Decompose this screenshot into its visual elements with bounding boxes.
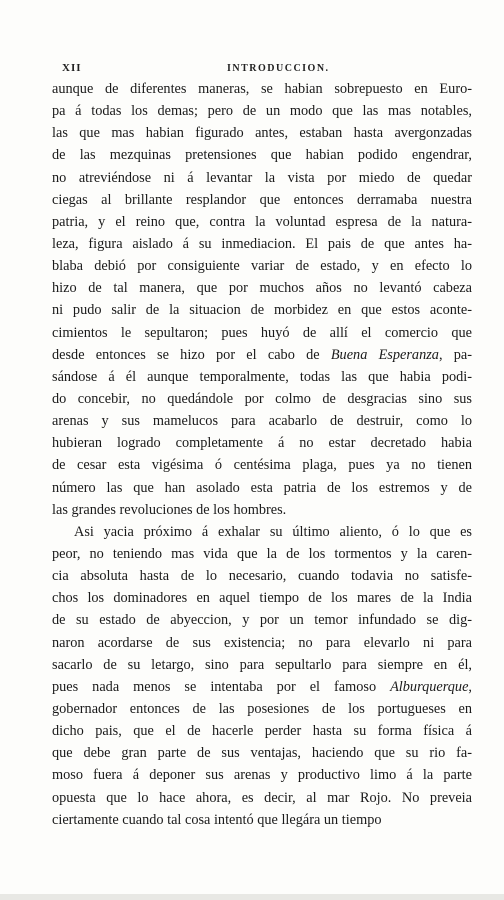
text-line: moso fuera á deponer sus arenas y productivo limo á la parte xyxy=(52,767,472,784)
text-line: cia absoluta hasta de lo necesario, cuando todavia no satisfe- xyxy=(52,568,472,585)
paragraph-1 xyxy=(52,78,472,521)
text-line: naron acordarse de sus existencia; no para elevarlo ni para xyxy=(52,634,472,651)
text-line: leza, figura aislado á su inmediacion. El pais de que antes ha- xyxy=(52,235,472,252)
text-line: pues nada menos se intentaba por el famoso Alburquerque, xyxy=(52,678,472,695)
page-number: XII xyxy=(62,62,82,74)
text-line: ciegas al brillante resplandor que entonces derramaba nuestra xyxy=(52,191,472,208)
text-line: sándose á él aunque temporalmente, todas las que habia podi- xyxy=(52,368,472,385)
text-line: ciertamente cuando tal cosa intentó que llegára un tiempo xyxy=(52,811,382,828)
italic-name: Alburquerque xyxy=(390,678,469,695)
text-line: peor, no teniendo mas vida que la de los tormentos y la caren- xyxy=(52,545,472,562)
paragraph-2 xyxy=(52,521,472,831)
text-line: de cesar esta vigésima ó centésima plaga, pues ya no tienen xyxy=(52,457,472,474)
text-line: las que mas habian figurado antes, estaban hasta avergonzadas xyxy=(52,125,472,142)
text-line: arenas y sus mamelucos para acabarlo de destruir, como lo xyxy=(52,413,472,430)
text-line: pa á todas los demas; pero de un modo que las mas notables, xyxy=(52,103,472,120)
text-line: ni pudo salir de la situacion de morbidez en que estos aconte- xyxy=(52,302,472,319)
text-line: sacarlo de su letargo, sino para sepultarlo para siempre en él, xyxy=(52,656,472,673)
page-header xyxy=(62,62,464,78)
text-line: do concebir, no quedándole por colmo de desgracias sino sus xyxy=(52,390,472,407)
text-line: que debe gran parte de sus ventajas, haciendo que su rio fa- xyxy=(52,745,472,762)
text-line: blaba debió por consiguiente variar de estado, y en efecto lo xyxy=(52,258,472,275)
text-line: aunque de diferentes maneras, se habian sobrepuesto en Euro- xyxy=(52,81,472,97)
page-bottom-edge xyxy=(0,894,504,900)
body-text xyxy=(52,78,472,831)
text-line: dicho pais, que el de hacerle perder hasta su forma física á xyxy=(52,723,472,740)
text-line: Asi yacia próximo á exhalar su último aliento, ó lo que es xyxy=(74,523,472,540)
text-line: hubieran logrado completamente á no estar decretado habia xyxy=(52,435,472,452)
text-line: gobernador entonces de las posesiones de los portugueses en xyxy=(52,700,472,717)
running-head: INTRODUCCION. xyxy=(227,63,330,74)
italic-name: Buena Esperanza xyxy=(330,346,439,363)
text-line: patria, y el reino que, contra la voluntad espresa de la natura- xyxy=(52,213,472,230)
text-line: chos los dominadores en aquel tiempo de los mares de la India xyxy=(52,590,472,607)
text-line: desde entonces se hizo por el cabo de Buena Esperanza, pa- xyxy=(52,346,472,363)
text-line: número las que han asolado esta patria de los estremos y de xyxy=(52,479,472,496)
text-line: no atreviéndose ni á levantar la vista por miedo de quedar xyxy=(52,169,472,186)
text-line: de su estado de abyeccion, y por un temor infundado se dig- xyxy=(52,612,472,629)
text-line: cimientos le sepultaron; pues huyó de allí el comercio que xyxy=(52,324,472,341)
text-line: opuesta que lo hace ahora, es decir, al mar Rojo. No preveia xyxy=(52,789,472,806)
text-line: de las mezquinas pretensiones que habian podido engendrar, xyxy=(52,147,472,164)
text-line: hizo de tal manera, que por muchos años no levantó cabeza xyxy=(52,280,472,297)
text-line: las grandes revoluciones de los hombres. xyxy=(52,501,287,518)
